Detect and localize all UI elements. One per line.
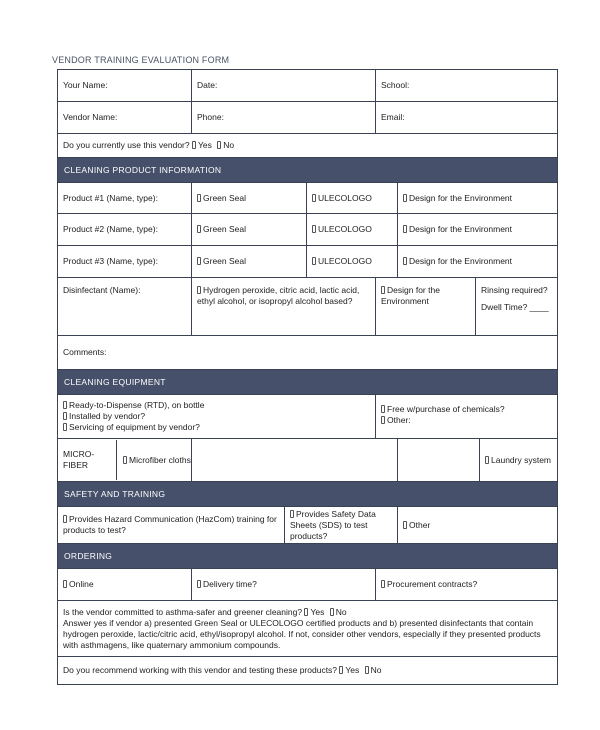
dispense-row: Ready-to-Dispense (RTD), on bottle Installed by vendor? Servicing of equipment by vendor? Free w/purchase of chemicals? Other: xyxy=(58,395,558,439)
recommend-yes-checkbox[interactable] xyxy=(339,666,343,674)
dfe-checkbox[interactable] xyxy=(403,257,407,265)
safety-training-section-header: SAFETY AND TRAINING xyxy=(58,482,558,507)
committed-row: Is the vendor committed to asthma-safer and greener cleaning? Yes No Answer yes if vendor a) presented Green Seal or ULECOLOGO certified products and b) presented disinfectants that contain hydrogen peroxide, lactic/citric acid, ethyl/isopropyl alcohol. If not, consider other vendors, especially if they presented products with asthmagens, like quaternary ammonium compounds. xyxy=(58,601,558,657)
green-seal-checkbox[interactable] xyxy=(197,257,201,265)
school-field[interactable]: School: xyxy=(376,70,558,102)
no-checkbox[interactable] xyxy=(217,141,221,149)
vendor-row xyxy=(58,102,558,134)
cleaning-equipment-section-header: CLEANING EQUIPMENT xyxy=(58,370,558,395)
ulecologo-checkbox[interactable] xyxy=(312,257,316,265)
disinfectant-label: Disinfectant (Name): xyxy=(58,278,192,336)
use-vendor-row: Do you currently use this vendor? Yes No xyxy=(58,134,558,158)
committed-yes-checkbox[interactable] xyxy=(304,608,308,616)
microfiber-row: MICRO-FIBER Microfiber cloths Laundry system xyxy=(58,439,558,482)
vendor-evaluation-form xyxy=(57,69,558,685)
ulecologo-checkbox[interactable] xyxy=(312,194,316,202)
comments-row xyxy=(58,336,558,370)
free-chemicals-checkbox[interactable] xyxy=(381,405,385,413)
microfiber-label: MICRO-FIBER xyxy=(63,440,117,480)
rtd-checkbox[interactable] xyxy=(63,401,67,409)
vendor-name-field[interactable]: Vendor Name: xyxy=(58,102,192,134)
dfe-checkbox[interactable] xyxy=(403,225,407,233)
page-title: VENDOR TRAINING EVALUATION FORM xyxy=(52,55,230,65)
ordering-row: Online Delivery time? Procurement contracts? xyxy=(58,569,558,601)
comments-field[interactable]: Comments: xyxy=(58,336,558,370)
committed-question: Is the vendor committed to asthma-safer and greener cleaning? xyxy=(63,606,303,617)
product-2-row: Product #2 (Name, type): Green Seal ULECOLOGO Design for the Environment xyxy=(58,214,558,246)
dfe-checkbox[interactable] xyxy=(403,194,407,202)
name-row xyxy=(58,70,558,102)
email-field[interactable]: Email: xyxy=(376,102,558,134)
microfiber-cloths-checkbox[interactable] xyxy=(123,456,127,464)
rinsing-question: Rinsing required? xyxy=(481,285,548,295)
sds-checkbox[interactable] xyxy=(290,510,294,518)
other-checkbox[interactable] xyxy=(381,416,385,424)
product-3-label: Product #3 (Name, type): xyxy=(58,246,192,278)
servicing-checkbox[interactable] xyxy=(63,423,67,431)
rinsing-dwell-cell[interactable] xyxy=(476,278,558,336)
green-seal-checkbox[interactable] xyxy=(197,225,201,233)
ordering-section-header: ORDERING xyxy=(58,544,558,569)
date-field[interactable]: Date: xyxy=(192,70,376,102)
committed-no-checkbox[interactable] xyxy=(330,608,334,616)
installed-checkbox[interactable] xyxy=(63,412,67,420)
product-1-row: Product #1 (Name, type): Green Seal ULECOLOGO Design for the Environment xyxy=(58,183,558,214)
dfe-checkbox[interactable] xyxy=(381,286,385,294)
hazcom-checkbox[interactable] xyxy=(63,515,67,523)
cleaning-product-section-header: CLEANING PRODUCT INFORMATION xyxy=(58,158,558,183)
recommend-row: Do you recommend working with this vendor and testing these products? Yes No xyxy=(58,657,558,685)
recommend-no-checkbox[interactable] xyxy=(365,666,369,674)
product-1-label: Product #1 (Name, type): xyxy=(58,183,192,214)
laundry-system-checkbox[interactable] xyxy=(485,456,489,464)
ingredients-checkbox[interactable] xyxy=(197,286,201,294)
yes-checkbox[interactable] xyxy=(192,141,196,149)
your-name-field[interactable]: Your Name: xyxy=(58,70,192,102)
recommend-question: Do you recommend working with this vendor and testing these products? xyxy=(63,665,338,675)
procurement-checkbox[interactable] xyxy=(381,580,385,588)
ulecologo-checkbox[interactable] xyxy=(312,225,316,233)
use-vendor-question: Do you currently use this vendor? xyxy=(63,140,190,150)
safety-row: Provides Hazard Communication (HazCom) training for products to test? Provides Safety Data Sheets (SDS) to test products? Other xyxy=(58,507,558,544)
product-3-row: Product #3 (Name, type): Green Seal ULECOLOGO Design for the Environment xyxy=(58,246,558,278)
phone-field[interactable]: Phone: xyxy=(192,102,376,134)
product-2-label: Product #2 (Name, type): xyxy=(58,214,192,246)
committed-answer-note: Answer yes if vendor a) presented Green Seal or ULECOLOGO certified products and b) presented disinfectants that contain hydrogen peroxide, lactic/citric acid, ethyl/isopropyl alcohol. If not, consider other vendors, especially if they presented products with asthmagens, like quaternary ammonium compounds. xyxy=(63,617,541,650)
green-seal-checkbox[interactable] xyxy=(197,194,201,202)
delivery-time-checkbox[interactable] xyxy=(197,580,201,588)
disinfectant-row: Disinfectant (Name): Hydrogen peroxide, citric acid, lactic acid, ethyl alcohol, or isopropyl alcohol based? Design for the Environment Rinsing required? Dwell Time? ____ xyxy=(58,278,558,336)
online-checkbox[interactable] xyxy=(63,580,67,588)
safety-other-checkbox[interactable] xyxy=(403,521,407,529)
dwell-time-question: Dwell Time? ____ xyxy=(481,302,549,312)
